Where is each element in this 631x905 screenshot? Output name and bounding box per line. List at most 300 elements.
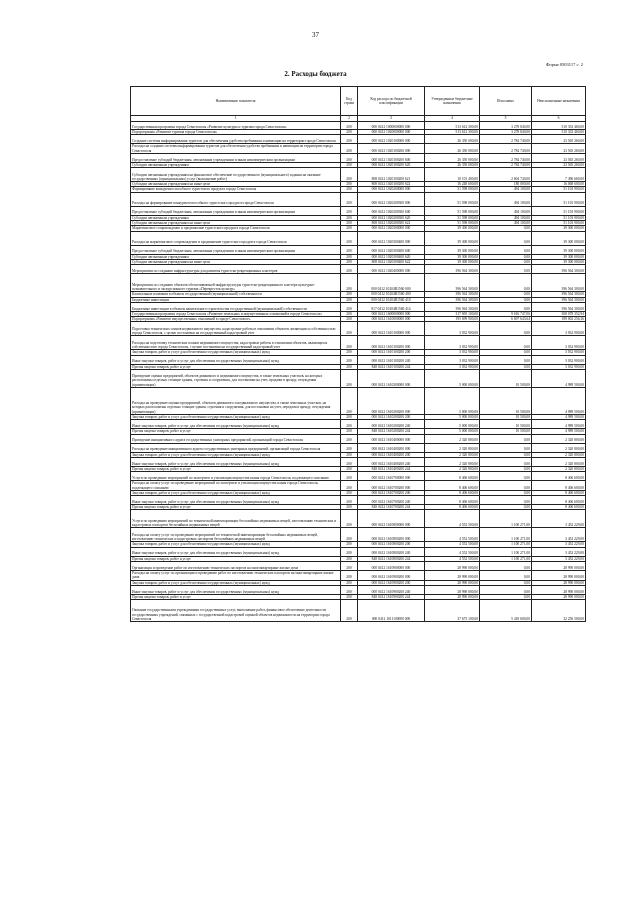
row-unexecuted-amount: 4 989 500,00	[532, 429, 586, 434]
row-line-code: 200	[341, 162, 358, 167]
row-line-code: 200	[341, 370, 358, 388]
row-unexecuted-amount: 510 333 460,00	[532, 130, 586, 135]
column-number: 1	[131, 116, 341, 122]
row-line-code: 200	[341, 562, 358, 571]
row-line-code: 200	[341, 182, 358, 187]
row-classification-code: 808 0412 1020200300 622	[358, 221, 425, 226]
row-classification-code: 000 0412 1020300400 000	[358, 231, 425, 245]
table-row	[131, 472, 586, 481]
row-unexecuted-amount: 2 320 800,00	[532, 434, 586, 443]
row-unexecuted-amount: 39 300 000,00	[532, 254, 586, 259]
row-executed-amount: 1 100 271,00	[480, 542, 532, 547]
row-approved-amount: 28 990 000,00	[425, 585, 480, 594]
row-classification-code: 000 0412 1610800000 000	[358, 510, 425, 528]
row-approved-amount: 26 350 000,00	[425, 153, 480, 162]
row-unexecuted-amount: 28 990 000,00	[532, 571, 586, 581]
row-approved-amount: 3 032 900,00	[425, 350, 480, 355]
row-classification-code: 000 0412 1020200000 000	[358, 187, 425, 192]
row-executed-amount: 0,00	[480, 355, 532, 364]
row-unexecuted-amount: 396 564 300,00	[532, 292, 586, 297]
row-approved-amount: 4 552 500,00	[425, 542, 480, 547]
row-line-code: 200	[341, 457, 358, 466]
row-classification-code: 808 0412 1020100200 621	[358, 168, 425, 182]
row-approved-amount: 26 350 000,00	[425, 162, 480, 167]
row-executed-amount: 0,00	[480, 231, 532, 245]
row-classification-code: 808 0412 1020300400 622	[358, 259, 425, 264]
row-classification-code: 000 0412 1611100000 000	[358, 600, 425, 622]
row-executed-amount: 0,00	[480, 443, 532, 452]
table-row	[131, 231, 586, 245]
row-classification-code: 000 0412 1610700200 200	[358, 490, 425, 495]
row-unexecuted-amount: 3 032 900,00	[532, 336, 586, 350]
row-unexecuted-amount: 51 103 900,00	[532, 206, 586, 215]
table-row	[131, 434, 586, 443]
table-row	[131, 481, 586, 491]
row-unexecuted-amount: 3 032 900,00	[532, 322, 586, 336]
row-line-code: 200	[341, 542, 358, 547]
row-executed-amount: 0,00	[480, 571, 532, 581]
row-classification-code: 000 0412 1000000000 000	[358, 122, 425, 130]
row-executed-amount: 0,00	[480, 496, 532, 505]
row-name: Иные закупки товаров, работ и услуг для обеспечения государственных (муниципальных) нужд	[131, 420, 341, 429]
row-line-code: 200	[341, 302, 358, 311]
row-line-code: 200	[341, 130, 358, 135]
page-number: 37	[312, 31, 319, 39]
row-approved-amount: 5 000 000,00	[425, 370, 480, 388]
row-line-code: 200	[341, 490, 358, 495]
row-classification-code: 000 0412 1610200000 000	[358, 370, 425, 388]
row-classification-code: 000 0412 1610400200 000	[358, 443, 425, 452]
table-row	[131, 245, 586, 254]
row-executed-amount: 3 278 840,00	[480, 130, 532, 135]
row-approved-amount: 396 564 300,00	[425, 274, 480, 292]
row-unexecuted-amount: 51 103 900,00	[532, 221, 586, 226]
row-name: Субсидии автономным учреждениям на иные цели	[131, 259, 341, 264]
row-line-code: 200	[341, 355, 358, 364]
row-classification-code: 000 0412 1610800200 240	[358, 547, 425, 556]
row-approved-amount: 3 032 900,00	[425, 322, 480, 336]
row-unexecuted-amount: 3 452 229,00	[532, 510, 586, 528]
table-row	[131, 355, 586, 364]
row-approved-amount: 8 406 600,00	[425, 505, 480, 510]
row-name: Создание системы информирования туристов для обеспечения удобства пребывания и навигации на территории города Севастополя	[131, 135, 341, 144]
row-executed-amount: 0,00	[480, 490, 532, 495]
row-unexecuted-amount: 4 989 500,00	[532, 420, 586, 429]
header-approved: Утвержденные бюджетные назначения	[425, 87, 480, 116]
row-approved-amount: 5 000 000,00	[425, 388, 480, 415]
row-unexecuted-amount: 3 032 900,00	[532, 364, 586, 369]
row-name: Маркетинговое сопровождение и продвижение туристского продукта города Севастополя	[131, 226, 341, 231]
row-classification-code: 000 0412 10204R1560 410	[358, 297, 425, 302]
row-unexecuted-amount: 2 320 800,00	[532, 452, 586, 457]
table-row	[131, 336, 586, 350]
row-unexecuted-amount: 8 406 600,00	[532, 505, 586, 510]
table-row	[131, 600, 586, 622]
row-line-code: 200	[341, 215, 358, 220]
row-executed-amount: 0,00	[480, 292, 532, 297]
row-approved-amount: 39 300 000,00	[425, 231, 480, 245]
table-row	[131, 322, 586, 336]
row-unexecuted-amount: 3 032 900,00	[532, 350, 586, 355]
row-approved-amount: 2 320 800,00	[425, 434, 480, 443]
row-classification-code: 000 0412 1610100200 000	[358, 336, 425, 350]
row-approved-amount: 8 406 600,00	[425, 472, 480, 481]
row-name: Расходы на создание системы информирования туристов для обеспечения удобства пребывания и навигации на территории города Севастополя	[131, 144, 341, 154]
row-unexecuted-amount: 28 990 000,00	[532, 594, 586, 599]
row-unexecuted-amount: 396 564 300,00	[532, 265, 586, 274]
row-unexecuted-amount: 32 256 500,00	[532, 600, 586, 622]
row-classification-code: 000 0412 1610400200 200	[358, 452, 425, 457]
row-name: Бюджетные инвестиции	[131, 297, 341, 302]
table-row	[131, 144, 586, 154]
row-classification-code: 000 0412 1610800200 000	[358, 528, 425, 542]
row-name: Подготовка технических планов недвижимого имущества, кадастровые работы в отношении объектов, являющихся собственностью города Севастополя, с целью постановки на государственный кадастровый учет	[131, 322, 341, 336]
row-approved-amount: 28 990 000,00	[425, 594, 480, 599]
row-unexecuted-amount: 28 990 000,00	[532, 562, 586, 571]
row-approved-amount: 3 032 900,00	[425, 336, 480, 350]
row-name: Субсидии автономным учреждениям	[131, 254, 341, 259]
budget-expenses-table	[130, 86, 586, 622]
row-executed-amount: 0,00	[480, 254, 532, 259]
row-approved-amount: 2 320 800,00	[425, 452, 480, 457]
table-row	[131, 547, 586, 556]
row-line-code: 200	[341, 192, 358, 206]
row-classification-code: 000 0412 1610000000 000	[358, 317, 425, 322]
row-unexecuted-amount: 8 406 600,00	[532, 481, 586, 491]
row-approved-amount: 39 300 000,00	[425, 226, 480, 231]
row-executed-amount: 0,00	[480, 322, 532, 336]
table-row	[131, 585, 586, 594]
row-approved-amount: 28 990 000,00	[425, 562, 480, 571]
column-number: 3	[358, 116, 425, 122]
row-executed-amount: 0,00	[480, 350, 532, 355]
row-name: Иные закупки товаров, работ и услуг для обеспечения государственных (муниципальных) нужд	[131, 355, 341, 364]
row-name: Государственная программа города Севастополя «Развитие земельных и имущественных отношений в городе Севастополе»	[131, 311, 341, 316]
row-approved-amount: 16 248 600,00	[425, 182, 480, 187]
row-name: Оказание государственными учреждениями государственных услуг, выполнение работ, финансовое обеспечение деятельности государственных учреждений, связанных с государственной кадастровой оценкой объектов недвижимости на территории города Севастополя	[131, 600, 341, 622]
row-name: Закупка товаров, работ и услуг для обеспечения государственных (муниципальных) нужд	[131, 580, 341, 585]
row-line-code: 200	[341, 528, 358, 542]
table-row	[131, 388, 586, 415]
table-row	[131, 370, 586, 388]
row-approved-amount: 26 350 000,00	[425, 135, 480, 144]
row-line-code: 200	[341, 547, 358, 556]
row-name: Предоставление субсидий бюджетным, автономным учреждениям и иным некоммерческим организациям	[131, 245, 341, 254]
row-unexecuted-amount: 23 565 260,00	[532, 162, 586, 167]
row-line-code: 200	[341, 317, 358, 322]
row-executed-amount: 1 100 271,00	[480, 528, 532, 542]
table-row	[131, 510, 586, 528]
row-unexecuted-amount: 4 989 500,00	[532, 370, 586, 388]
form-code: Форма 0503117 с. 2	[545, 62, 583, 67]
row-name: Предоставление субсидий бюджетным, автономным учреждениям и иным некоммерческим организациям	[131, 153, 341, 162]
row-approved-amount: 5 000 000,00	[425, 429, 480, 434]
row-approved-amount: 51 598 000,00	[425, 206, 480, 215]
row-line-code: 200	[341, 600, 358, 622]
row-unexecuted-amount: 3 452 229,00	[532, 528, 586, 542]
row-approved-amount: 51 598 000,00	[425, 221, 480, 226]
row-name: Субсидии автономным учреждениям	[131, 215, 341, 220]
table-row	[131, 528, 586, 542]
row-unexecuted-amount: 16 068 600,00	[532, 182, 586, 187]
row-unexecuted-amount: 3 452 229,00	[532, 556, 586, 561]
row-name: Расходы на маркетинговое сопровождение и продвижение туристского продукта города Севастополя	[131, 231, 341, 245]
row-name: Подпрограмма «Развитие туризма города Севастополя»	[131, 130, 341, 135]
row-classification-code: 000 0412 1020300400 620	[358, 254, 425, 259]
row-executed-amount: 1 100 271,00	[480, 556, 532, 561]
row-name: Субсидии автономным учреждениям на иные цели	[131, 221, 341, 226]
row-approved-amount: 51 598 000,00	[425, 187, 480, 192]
row-line-code: 200	[341, 297, 358, 302]
row-executed-amount: 0,00	[480, 481, 532, 491]
row-approved-amount: 4 552 500,00	[425, 528, 480, 542]
row-line-code: 200	[341, 265, 358, 274]
table-row	[131, 457, 586, 466]
row-executed-amount: 2 784 740,00	[480, 144, 532, 154]
row-executed-amount: 10 500,00	[480, 388, 532, 415]
row-classification-code: 000 0412 1610900200 000	[358, 571, 425, 581]
row-executed-amount: 0,00	[480, 580, 532, 585]
table-row	[131, 135, 586, 144]
row-executed-amount: 0,00	[480, 434, 532, 443]
row-approved-amount: 396 564 300,00	[425, 265, 480, 274]
row-line-code: 200	[341, 434, 358, 443]
row-executed-amount: 10 500,00	[480, 415, 532, 420]
row-executed-amount: 494 100,00	[480, 206, 532, 215]
row-line-code: 200	[341, 122, 358, 130]
row-name: Иные закупки товаров, работ и услуг для обеспечения государственных (муниципальных) нужд	[131, 496, 341, 505]
row-line-code: 200	[341, 452, 358, 457]
row-name: Государственная программа города Севастополя «Развитие культуры и туризма города Севастополя»	[131, 122, 341, 130]
row-approved-amount: 396 564 300,00	[425, 297, 480, 302]
row-name: Проведение оценки предприятий, объектов движимого и недвижимого имущества, в также земельных участков, на которых расположены отдельно стоящие здания, строения и сооружения, для постановки на учет, продажи в аренду, отчуждения (приватизации)	[131, 370, 341, 388]
row-classification-code: 000 0412 1610900000 000	[358, 562, 425, 571]
table-row	[131, 443, 586, 452]
row-name: Закупка товаров, работ и услуг для обеспечения государственных (муниципальных) нужд	[131, 415, 341, 420]
row-approved-amount: 10 101 400,00	[425, 168, 480, 182]
row-unexecuted-amount: 28 990 000,00	[532, 585, 586, 594]
row-executed-amount: 2 784 740,00	[480, 153, 532, 162]
row-unexecuted-amount: 8 406 600,00	[532, 472, 586, 481]
row-approved-amount: 396 564 300,00	[425, 292, 480, 297]
row-classification-code: 848 0412 1610400200 244	[358, 466, 425, 471]
row-executed-amount: 10 500,00	[480, 370, 532, 388]
row-unexecuted-amount: 2 320 800,00	[532, 457, 586, 466]
row-executed-amount: 0,00	[480, 466, 532, 471]
row-line-code: 200	[341, 505, 358, 510]
row-classification-code: 000 0412 10204R1560 400	[358, 292, 425, 297]
row-unexecuted-amount: 3 452 229,00	[532, 542, 586, 547]
row-unexecuted-amount: 23 565 260,00	[532, 135, 586, 144]
row-line-code: 200	[341, 510, 358, 528]
row-line-code: 200	[341, 336, 358, 350]
column-number: 5	[480, 116, 532, 122]
row-name: Услуги по проведению мероприятий по технической инвентаризации бесхозяйных недвижимых вещей, изготовлению технических и кадастровых паспортов бесхозяйных недвижимых вещей	[131, 510, 341, 528]
row-approved-amount: 26 350 000,00	[425, 144, 480, 154]
row-executed-amount: 0,00	[480, 259, 532, 264]
row-name: Расходы на оплату услуг по проведению мероприятий по экспертизе и утилизации имущества казны города Севастополя, подлежащего списанию	[131, 481, 341, 491]
row-line-code: 200	[341, 259, 358, 264]
row-executed-amount: 0,00	[480, 265, 532, 274]
row-line-code: 200	[341, 187, 358, 192]
row-name: Субсидии автономным учреждениям на иные цели	[131, 182, 341, 187]
row-approved-amount: 317 695 100,00	[425, 311, 480, 316]
row-classification-code: 000 0412 1020400000 000	[358, 265, 425, 274]
table-row	[131, 192, 586, 206]
row-classification-code: 000 0412 1020100000 000	[358, 135, 425, 144]
row-classification-code: 848 0412 1610900200 244	[358, 594, 425, 599]
row-unexecuted-amount: 2 320 800,00	[532, 466, 586, 471]
row-approved-amount: 513 612 300,00	[425, 122, 480, 130]
row-unexecuted-amount: 4 989 500,00	[532, 415, 586, 420]
row-line-code: 200	[341, 311, 358, 316]
row-approved-amount: 39 300 000,00	[425, 254, 480, 259]
row-executed-amount: 0,00	[480, 302, 532, 311]
row-executed-amount: 0,00	[480, 472, 532, 481]
row-classification-code: 000 0412 1020100200 620	[358, 162, 425, 167]
row-executed-amount: 494 100,00	[480, 215, 532, 220]
row-unexecuted-amount: 51 103 900,00	[532, 192, 586, 206]
row-unexecuted-amount: 23 565 260,00	[532, 144, 586, 154]
table-row	[131, 302, 586, 311]
row-classification-code: 000 0412 1610100200 200	[358, 350, 425, 355]
row-approved-amount: 195 699 900,00	[425, 317, 480, 322]
row-name: Расходы на проведение инициативного аудита государственных унитарных предприятий, организаций города Севастополя	[131, 443, 341, 452]
header-name: Наименование показателя	[131, 87, 341, 116]
row-executed-amount: 180 000,00	[480, 182, 532, 187]
row-unexecuted-amount: 39 300 000,00	[532, 245, 586, 254]
row-line-code: 200	[341, 429, 358, 434]
row-line-code: 200	[341, 350, 358, 355]
row-classification-code: 000 0412 1020200300 620	[358, 215, 425, 220]
row-line-code: 200	[341, 135, 358, 144]
row-approved-amount: 2 320 800,00	[425, 457, 480, 466]
row-line-code: 200	[341, 364, 358, 369]
row-approved-amount: 5 000 000,00	[425, 415, 480, 420]
row-name: Организация и проведение работ по изготовлению технических паспортов на многоквартирные жилые дома	[131, 562, 341, 571]
row-name: Бюджетные инвестиции в объекты капитального строительства государственной (муниципальной) собственности	[131, 302, 341, 311]
row-name: Услуги по проведению мероприятий по экспертизе и утилизации имущества казны города Севастополя, подлежащего списанию	[131, 472, 341, 481]
table-row	[131, 122, 586, 130]
row-line-code: 200	[341, 443, 358, 452]
row-classification-code: 000 0412 1020300400 600	[358, 245, 425, 254]
row-name: Закупка товаров, работ и услуг для обеспечения государственных (муниципальных) нужд	[131, 542, 341, 547]
row-unexecuted-amount: 189 002 256,36	[532, 317, 586, 322]
row-line-code: 200	[341, 496, 358, 505]
row-unexecuted-amount: 7 496 660,00	[532, 168, 586, 182]
row-line-code: 200	[341, 254, 358, 259]
row-unexecuted-amount: 2 320 800,00	[532, 443, 586, 452]
row-classification-code: 848 0412 1610700200 244	[358, 505, 425, 510]
row-executed-amount: 2 784 740,00	[480, 162, 532, 167]
row-classification-code: 000 0412 1020200300 600	[358, 206, 425, 215]
row-name: Расходы на формирование конкурентоспособного туристского продукта города Севастополя	[131, 192, 341, 206]
row-line-code: 200	[341, 322, 358, 336]
row-classification-code: 000 0412 1610700000 000	[358, 472, 425, 481]
row-approved-amount: 8 406 600,00	[425, 490, 480, 495]
row-name: Иные закупки товаров, работ и услуг для обеспечения государственных (муниципальных) нужд	[131, 547, 341, 556]
row-executed-amount: 5 418 600,00	[480, 600, 532, 622]
row-classification-code: 848 0412 1610100200 244	[358, 364, 425, 369]
row-line-code: 200	[341, 420, 358, 429]
row-name: Субсидии автономным учреждениям	[131, 162, 341, 167]
row-name: Прочая закупка товаров, работ и услуг	[131, 556, 341, 561]
row-name: Капитальные вложения в объекты государственной (муниципальной) собственности	[131, 292, 341, 297]
row-classification-code: 000 0412 1610900200 240	[358, 585, 425, 594]
row-executed-amount: 10 500,00	[480, 429, 532, 434]
section-title: 2. Расходы бюджета	[284, 70, 347, 78]
row-approved-amount: 51 598 000,00	[425, 192, 480, 206]
row-executed-amount: 0,00	[480, 505, 532, 510]
row-approved-amount: 4 552 500,00	[425, 510, 480, 528]
table-row	[131, 562, 586, 571]
row-executed-amount: 0,00	[480, 585, 532, 594]
row-name: Расходы на проведение оценки предприятий, объектов движимого и недвижимого имущества, в также земельных участков, на которых расположены отдельно стоящие здания, строения и сооружения, для постановки на учет, передачи в аренду, отчуждения (приватизации)	[131, 388, 341, 415]
row-line-code: 200	[341, 292, 358, 297]
header-line-code: Код строки	[341, 87, 358, 116]
table-row	[131, 571, 586, 581]
row-approved-amount: 8 406 600,00	[425, 481, 480, 491]
row-name: Мероприятия по созданию инфраструктуры для развития туристско-рекреационных кластеров	[131, 265, 341, 274]
row-approved-amount: 3 032 900,00	[425, 364, 480, 369]
row-classification-code: 000 0412 1020300000 000	[358, 226, 425, 231]
row-executed-amount: 3 278 840,00	[480, 122, 532, 130]
row-approved-amount: 4 552 500,00	[425, 547, 480, 556]
row-unexecuted-amount: 396 564 300,00	[532, 274, 586, 292]
row-line-code: 200	[341, 274, 358, 292]
row-name: Формирование конкурентоспособного туристского продукта города Севастополя	[131, 187, 341, 192]
row-name: Закупка товаров, работ и услуг для обеспечения государственных (муниципальных) нужд	[131, 452, 341, 457]
row-line-code: 200	[341, 556, 358, 561]
row-line-code: 200	[341, 585, 358, 594]
row-executed-amount: 0,00	[480, 274, 532, 292]
row-approved-amount: 51 598 000,00	[425, 215, 480, 220]
row-executed-amount: 6 697 643,64	[480, 317, 532, 322]
column-number: 4	[425, 116, 480, 122]
row-executed-amount: 0,00	[480, 562, 532, 571]
table-row	[131, 265, 586, 274]
row-unexecuted-amount: 396 564 300,00	[532, 302, 586, 311]
row-line-code: 200	[341, 388, 358, 415]
row-approved-amount: 2 320 800,00	[425, 443, 480, 452]
row-approved-amount: 28 990 000,00	[425, 571, 480, 581]
row-line-code: 200	[341, 245, 358, 254]
row-executed-amount: 1 100 271,00	[480, 510, 532, 528]
row-classification-code: 817 0412 10204R1560 414	[358, 302, 425, 311]
table-row	[131, 274, 586, 292]
table-row	[131, 153, 586, 162]
row-executed-amount: 0,00	[480, 226, 532, 231]
row-line-code: 200	[341, 221, 358, 226]
row-name: Прочая закупка товаров, работ и услуг	[131, 466, 341, 471]
row-classification-code: 000 0412 1610700200 240	[358, 496, 425, 505]
row-name: Закупка товаров, работ и услуг для обеспечения государственных (муниципальных) нужд	[131, 490, 341, 495]
row-classification-code: 000 0412 1020100200 600	[358, 153, 425, 162]
row-name: Мероприятия по созданию объектов обеспечивающей инфраструктуры туристско-рекреационного кластера культурно-познавательного и экскурсионного туризма «Перекресток культур»	[131, 274, 341, 292]
budget-table-container	[130, 86, 585, 622]
row-unexecuted-amount: 51 103 900,00	[532, 187, 586, 192]
column-number: 2	[341, 116, 358, 122]
row-unexecuted-amount: 8 406 600,00	[532, 496, 586, 505]
row-classification-code: 000 0412 1600000000 000	[358, 311, 425, 316]
row-unexecuted-amount: 39 300 000,00	[532, 259, 586, 264]
row-name: Прочая закупка товаров, работ и услуг	[131, 429, 341, 434]
row-name: Прочая закупка товаров, работ и услуг	[131, 505, 341, 510]
row-classification-code: 000 0412 1020100200 000	[358, 144, 425, 154]
row-approved-amount: 28 990 000,00	[425, 580, 480, 585]
row-classification-code: 848 0412 1610200200 244	[358, 429, 425, 434]
row-classification-code: 000 0412 1610800200 200	[358, 542, 425, 547]
